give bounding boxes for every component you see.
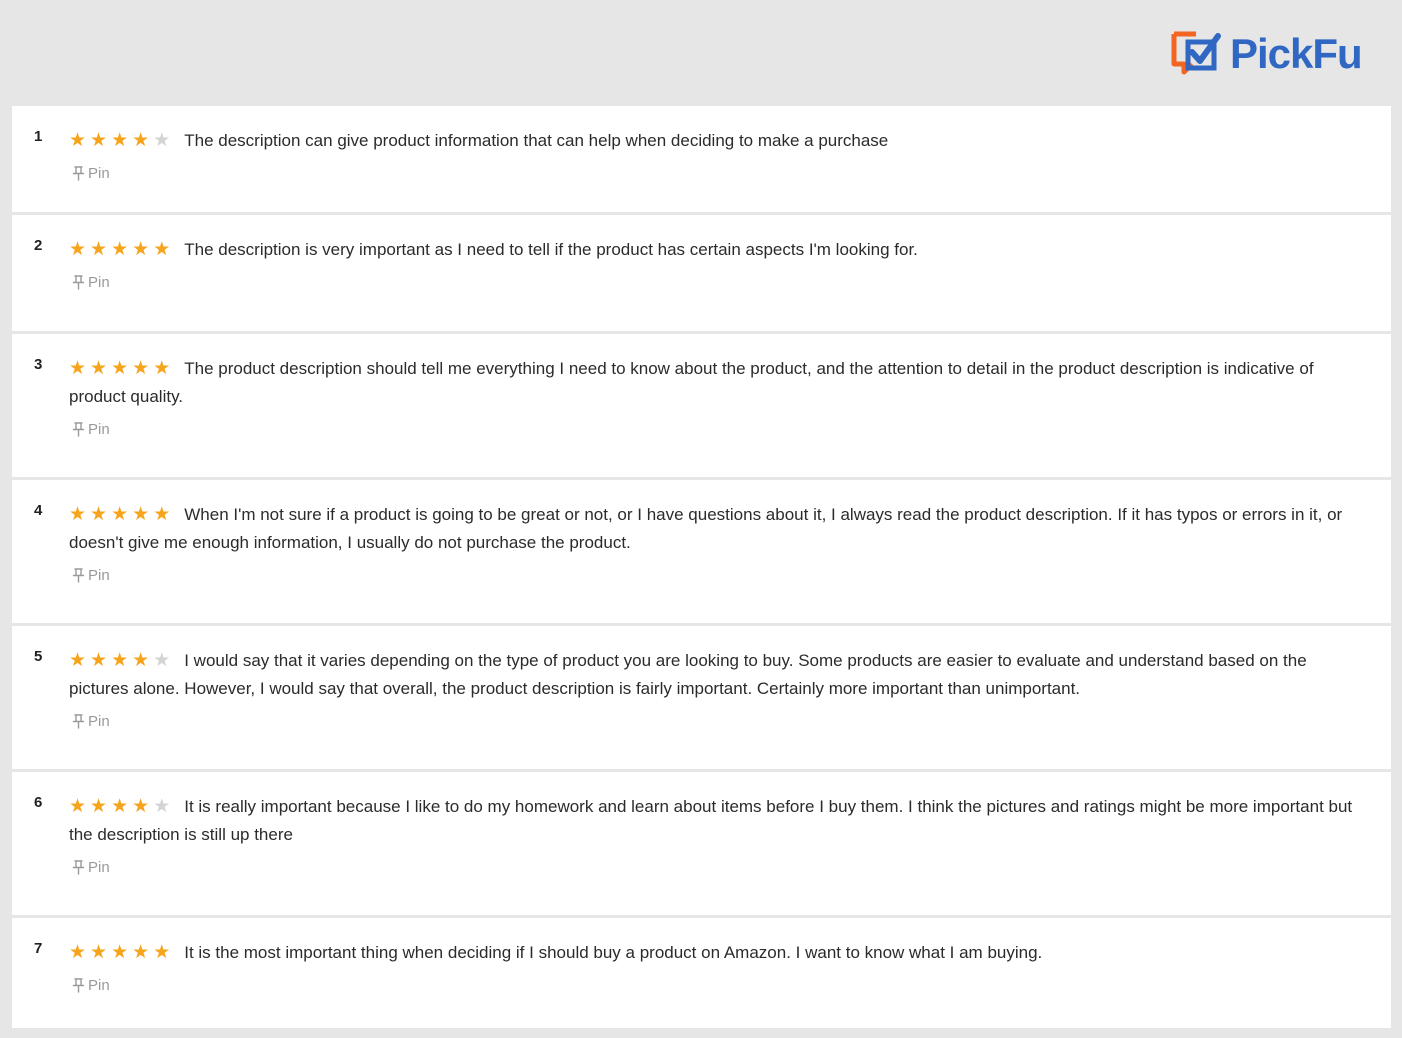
star-filled-icon: ★ [69,358,91,379]
response-text: The product description should tell me everything I need to know about the product, and the attention to detail in the product description is indicative of product quality. [69,359,1314,406]
star-empty-icon: ★ [153,650,175,671]
star-empty-icon: ★ [153,796,175,817]
star-filled-icon: ★ [90,130,112,151]
response-number: 7 [34,940,43,957]
pin-label: Pin [88,859,110,876]
response-list [12,106,1391,1031]
star-filled-icon: ★ [69,504,91,525]
pin-icon [72,860,85,875]
star-filled-icon: ★ [111,942,133,963]
response-content [69,355,1367,411]
pin-button[interactable] [72,567,110,584]
response-number: 2 [34,237,43,254]
response-number: 5 [34,648,43,665]
star-rating [69,127,174,155]
response-card [12,918,1391,1028]
star-filled-icon: ★ [90,504,112,525]
pickfu-logo-text: PickFu [1230,30,1362,77]
star-filled-icon: ★ [111,504,133,525]
star-filled-icon: ★ [90,650,112,671]
pin-label: Pin [88,165,110,182]
response-content [69,793,1367,849]
pin-label: Pin [88,977,110,994]
pin-icon [72,275,85,290]
response-body [69,355,1367,442]
response-body [69,501,1367,588]
response-card [12,772,1391,915]
star-filled-icon: ★ [132,239,154,260]
star-filled-icon: ★ [153,239,175,260]
response-card [12,626,1391,769]
response-card [12,334,1391,477]
response-number: 4 [34,502,43,519]
response-body [69,647,1367,734]
star-filled-icon: ★ [132,358,154,379]
star-filled-icon: ★ [69,796,91,817]
response-card [12,480,1391,623]
star-filled-icon: ★ [111,650,133,671]
star-filled-icon: ★ [111,358,133,379]
star-filled-icon: ★ [69,130,91,151]
pickfu-logo[interactable] [1170,26,1362,82]
star-filled-icon: ★ [132,942,154,963]
star-filled-icon: ★ [153,358,175,379]
pin-icon [72,166,85,181]
response-content [69,939,1367,967]
response-text: The description is very important as I need to tell if the product has certain aspects I'm looking for. [184,240,918,259]
pin-label: Pin [88,713,110,730]
star-filled-icon: ★ [111,130,133,151]
star-filled-icon: ★ [132,650,154,671]
star-filled-icon: ★ [69,650,91,671]
response-text: It is the most important thing when deciding if I should buy a product on Amazon. I want to know what I am buying. [184,943,1043,962]
response-card [12,215,1391,331]
response-content [69,647,1367,703]
star-filled-icon: ★ [90,796,112,817]
star-filled-icon: ★ [111,796,133,817]
response-card [12,106,1391,212]
pickfu-logo-icon [1170,28,1226,80]
response-body [69,127,1367,186]
pin-icon [72,978,85,993]
response-body [69,793,1367,880]
star-filled-icon: ★ [69,942,91,963]
star-rating [69,793,174,821]
pin-label: Pin [88,274,110,291]
response-content [69,501,1367,557]
response-text: It is really important because I like to do my homework and learn about items before I buy them. I think the pictures and ratings might be more important but the description is still up there [69,797,1353,844]
star-empty-icon: ★ [153,130,175,151]
pin-button[interactable] [72,421,110,438]
pin-icon [72,422,85,437]
response-text: I would say that it varies depending on the type of product you are looking to buy. Some products are easier to evaluate and understand based on the pictures alone. However, I would say that overall, the product description is fairly important. Certainly more important than unimportant. [69,651,1307,698]
pin-icon [72,568,85,583]
pin-icon [72,714,85,729]
star-rating [69,647,174,675]
pin-button[interactable] [72,859,110,876]
pin-label: Pin [88,567,110,584]
pin-label: Pin [88,421,110,438]
star-rating [69,355,174,383]
response-number: 3 [34,356,43,373]
star-rating [69,236,174,264]
response-number: 1 [34,128,43,145]
response-body [69,236,1367,295]
star-filled-icon: ★ [132,796,154,817]
star-filled-icon: ★ [111,239,133,260]
response-body [69,939,1367,998]
star-filled-icon: ★ [132,504,154,525]
pin-button[interactable] [72,713,110,730]
pin-button[interactable] [72,274,110,291]
star-rating [69,939,174,967]
star-rating [69,501,174,529]
star-filled-icon: ★ [90,358,112,379]
star-filled-icon: ★ [132,130,154,151]
response-text: When I'm not sure if a product is going to be great or not, or I have questions about it, I always read the product description. If it has typos or errors in it, or doesn't give me enough information, I usually do not purchase the product. [69,505,1343,552]
star-filled-icon: ★ [90,942,112,963]
page-header [0,0,1402,106]
response-content [69,236,1367,264]
response-text: The description can give product information that can help when deciding to make a purchase [184,131,889,150]
star-filled-icon: ★ [153,942,175,963]
star-filled-icon: ★ [90,239,112,260]
pin-button[interactable] [72,165,110,182]
response-content [69,127,1367,155]
star-filled-icon: ★ [69,239,91,260]
star-filled-icon: ★ [153,504,175,525]
pin-button[interactable] [72,977,110,994]
response-number: 6 [34,794,43,811]
